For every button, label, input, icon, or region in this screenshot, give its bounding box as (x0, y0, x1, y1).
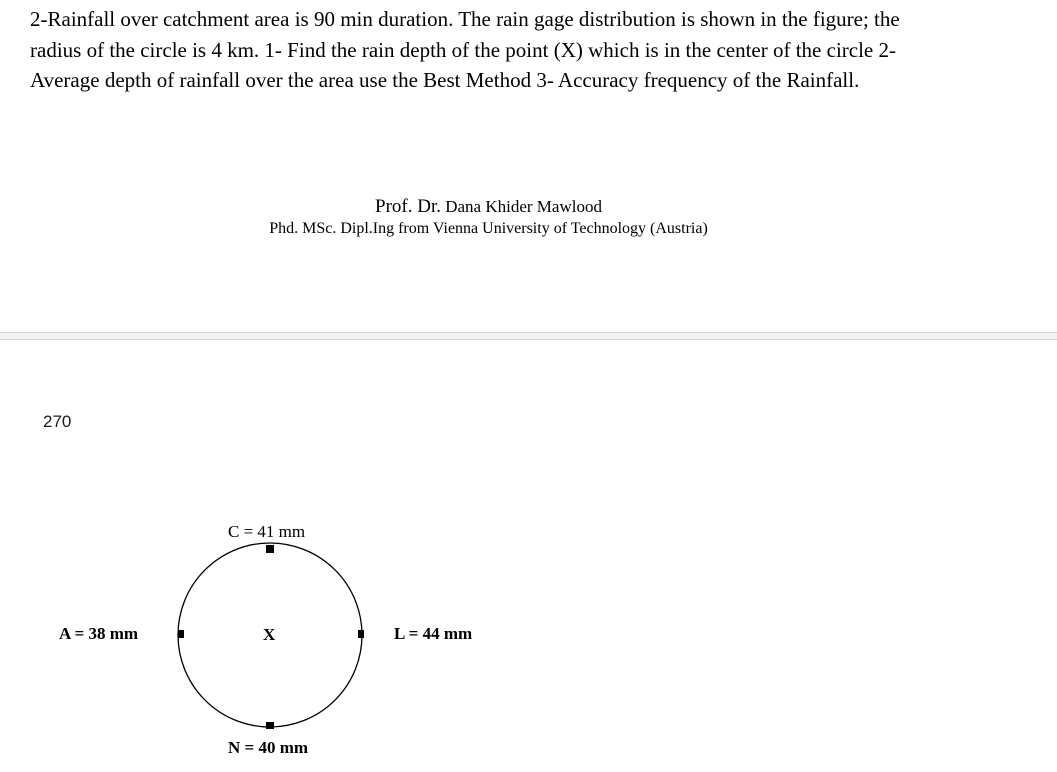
gauge-a-marker (178, 630, 184, 638)
gauge-c-marker (266, 545, 274, 553)
footer-author-name: Dana Khider Mawlood (445, 197, 602, 216)
center-point-label: X (263, 625, 276, 644)
footer-author (0, 196, 977, 218)
gauge-n-marker (266, 722, 274, 729)
gauge-c-text: C = 41 mm (228, 522, 306, 541)
footer-prof-prefix: Prof. Dr. (375, 196, 441, 217)
page-number: 270 (43, 412, 72, 431)
footer-credentials: Phd. MSc. Dipl.Ing from Vienna University of Technology (Austria) (269, 220, 708, 237)
question-text: 2-Rainfall over catchment area is 90 min duration. The rain gage distribution is shown in the figure; the radius of the circle is 4 km. 1- Find the rain depth of the point (X) which is in the center of the circle 2- Average depth of rainfall over the area use the Best Method 3- Accuracy frequency of the Rainfall. (30, 7, 900, 92)
figure-drawing (0, 340, 1057, 772)
gauge-c-label (228, 522, 305, 542)
page-upper (0, 0, 1057, 332)
page-separator (0, 332, 1057, 340)
gauge-l-label: L = 44 mm (394, 624, 473, 643)
gauge-l-marker (358, 630, 364, 638)
gauge-a-label: A = 38 mm (59, 624, 139, 643)
gauge-n-label: N = 40 mm (228, 738, 309, 757)
rain-gauge-figure (0, 340, 1057, 772)
